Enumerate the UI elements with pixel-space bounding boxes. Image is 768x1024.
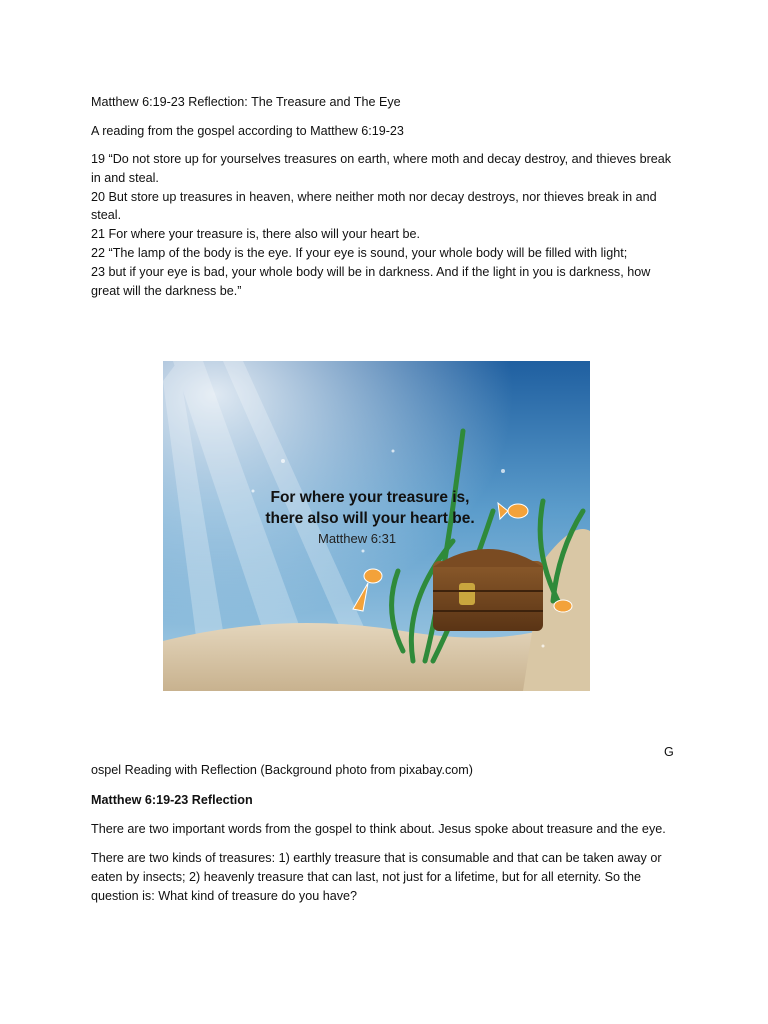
image-caption: ospel Reading with Reflection (Background photo from pixabay.com) bbox=[91, 763, 473, 777]
reading-intro: A reading from the gospel according to Matthew 6:19-23 bbox=[91, 124, 404, 138]
section-heading: Matthew 6:19-23 Reflection bbox=[91, 793, 253, 807]
verse-23: 23 but if your eye is bad, your whole body will be in darkness. And if the light in you is darkness, how great will the darkness be.” bbox=[91, 264, 651, 298]
verse-20: 20 But store up treasures in heaven, where neither moth nor decay destroys, nor thieves break in and steal. bbox=[91, 189, 657, 223]
reflection-paragraph-2: There are two kinds of treasures: 1) earthly treasure that is consumable and that can be taken away or eaten by insects; 2) heavenly treasure that can last, not just for a lifetime, but for all eternity. So the question is: What kind of treasure do you have? bbox=[91, 851, 662, 903]
verse-22: 22 “The lamp of the body is the eye. If your eye is sound, your whole body will be filled with light; bbox=[91, 245, 628, 260]
caption-first-letter: G bbox=[664, 745, 674, 759]
treasure-illustration bbox=[163, 361, 590, 691]
reflection-paragraph-1: There are two important words from the gospel to think about. Jesus spoke about treasure and the eye. bbox=[91, 822, 666, 836]
page-title: Matthew 6:19-23 Reflection: The Treasure and The Eye bbox=[91, 95, 401, 109]
verse-19: 19 “Do not store up for yourselves treasures on earth, where moth and decay destroy, and thieves break in and steal. bbox=[91, 152, 672, 185]
image-quote-reference: Matthew 6:31 bbox=[318, 531, 397, 546]
image-quote-line-2: there also will your heart be. bbox=[265, 510, 475, 527]
image-quote-line-1: For where your treasure is, bbox=[270, 489, 470, 506]
verse-list bbox=[91, 150, 681, 300]
verse-21: 21 For where your treasure is, there also will your heart be. bbox=[91, 227, 420, 242]
